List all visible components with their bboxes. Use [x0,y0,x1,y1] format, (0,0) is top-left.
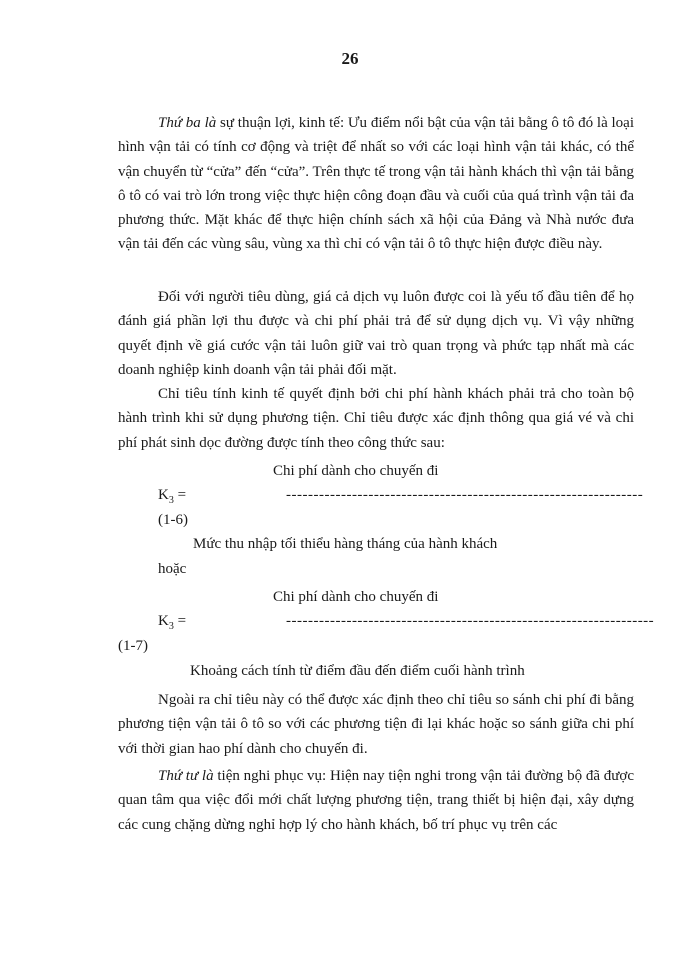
formula-1-subscript: 3 [168,495,174,506]
formula-1-fraction-line: ----------------------------------------------------------------- [286,487,644,503]
formula-1-numerator: Chi phí dành cho chuyến đi [273,463,439,479]
or-text: hoặc [158,561,187,577]
paragraph-indicator [118,382,634,455]
paragraph-text: Đối với người tiêu dùng, giá cả dịch vụ luôn được coi là yếu tố đầu tiên để họ đánh giá phần lợi thu được và chi phí phải trả để sử dụng dịch vụ. Vì vậy những quyết định về giá cước vận tải luôn giữ vai trò quan trọng và phức tạp nhất mà các doanh nghiệp kinh doanh vận tải phải đối mặt. [118,289,634,378]
formula-2-denominator: Khoảng cách tính từ điểm đầu đến điểm cuối hành trình [190,663,525,679]
paragraph-text: Ngoài ra chỉ tiêu này có thể được xác định theo chỉ tiêu so sánh chi phí đi bằng phương tiện vận tải ô tô so với các phương tiện đi lại khác hoặc so sánh giữa chi phí với thời gian hao phí dành cho chuyến đi. [118,692,634,757]
paragraph-thu-tu [118,764,634,837]
formula-1-number: (1-6) [158,512,188,528]
paragraph-text: sự thuận lợi, kinh tế: Ưu điểm nổi bật của vận tải bằng ô tô đó là loại hình vận tải có tính cơ động và triệt để nhất so với các loại hình vận tải khác, có thể vận chuyển từ “cửa” đến “cửa”. Trên thực tế trong vận tải hành khách thì vận tải bằng ô tô có vai trò lớn trong việc thực hiện công đoạn đầu và cuối của quá trình vận tải đa phương thức. Mặt khác để thực hiện chính sách xã hội của Đảng và Nhà nước đưa vận tải đến các vùng sâu, vùng xa thì chỉ có vận tải ô tô thực hiện được điều này. [118,115,635,253]
page-number: 26 [341,49,359,68]
formula-2-equals: = [173,613,187,629]
paragraph-text: tiện nghi phục vụ: Hiện nay tiện nghi trong vận tải đường bộ đã được quan tâm qua việc đổi mới chất lượng phương tiện, trang thiết bị hiện đại, xây dựng các cung chặng dừng nghỉ hợp lý cho hành khách, bố trí phục vụ trên các [118,768,635,833]
formula-1-equals: = [173,487,187,503]
paragraph-text: Chỉ tiêu tính kinh tế quyết định bởi chi phí hành khách phải trả cho toàn bộ hành trình khi sử dụng phương tiện. Chỉ tiêu được xác định thông qua giá vé và chi phí phát sinh dọc đường được tính theo công thức sau: [118,386,634,451]
formula-2-symbol: K [158,613,169,629]
formula-2-numerator: Chi phí dành cho chuyến đi [273,589,439,605]
formula-2-subscript: 3 [168,621,174,632]
formula-1-lhs [158,487,186,506]
formula-1-denominator: Mức thu nhập tối thiểu hàng tháng của hành khách [193,536,498,552]
paragraph-consumer [118,285,634,382]
paragraph-lead-italic: Thứ ba là [158,115,217,131]
paragraph-comparison [118,688,634,761]
formula-2-lhs [158,613,186,632]
formula-2-number: (1-7) [118,638,148,654]
paragraph-lead-italic: Thứ tư là [158,768,214,784]
formula-2-fraction-line: ------------------------------------------------------------------- [286,613,655,629]
formula-1-symbol: K [158,487,169,503]
paragraph-thu-ba [118,111,634,257]
